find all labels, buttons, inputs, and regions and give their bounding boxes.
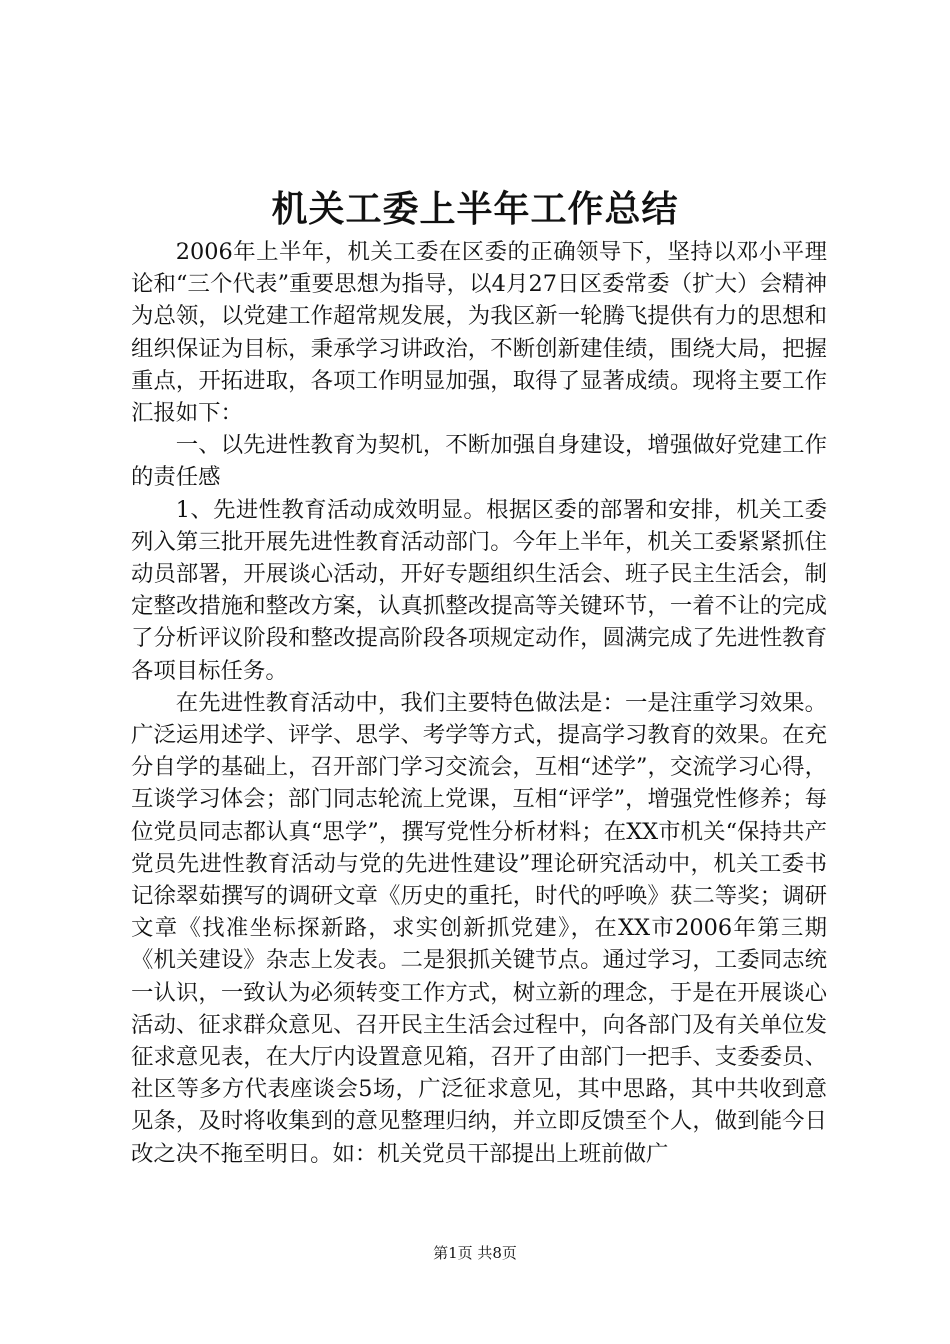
paragraph-practices: 在先进性教育活动中，我们主要特色做法是：一是注重学习效果。广泛运用述学、评学、思学、考学等方式，提高学习教育的效果。在充分自学的基础上，召开部门学习交流会，互相“述学”，交流学习心得，互谈学习体会；部门同志轮流上党课，互相“评学”，增强党性修养；每位党员同志都认真“思学”，撰写党性分析材料；在XX市机关“保持共产党员先进性教育活动与党的先进性建设”理论研究活动中，机关工委书记徐翠茹撰写的调研文章《历史的重托，时代的呼唤》获二等奖；调研文章《找准坐标探新路，求实创新抓党建》，在XX市2006年第三期《机关建设》杂志上发表。二是狠抓关键节点。通过学习，工委同志统一认识，一致认为必须转变工作方式，树立新的理念，于是在开展谈心活动、征求群众意见、召开民主生活会过程中，向各部门及有关单位发征求意见表，在大厅内设置意见箱，召开了由部门一把手、支委委员、社区等多方代表座谈会5场，广泛征求意见，其中思路，其中共收到意见条，及时将收集到的意见整理归纳，并立即反馈至个人，做到能今日改之决不拖至明日。如：机关党员干部提出上班前做广 xyxy=(131,689,827,1167)
paragraph-item-1: 1、先进性教育活动成效明显。根据区委的部署和安排，机关工委列入第三批开展先进性教育活动部门。今年上半年，机关工委紧紧抓住动员部署，开展谈心活动，开好专题组织生活会、班子民主生活会，制定整改措施和整改方案，认真抓整改提高等关键环节，一着不让的完成了分析评议阶段和整改提高阶段各项规定动作，圆满完成了先进性教育各项目标任务。 xyxy=(131,496,827,684)
section-heading-1: 一、以先进性教育为契机，不断加强自身建设，增强做好党建工作的责任感 xyxy=(131,432,827,491)
paragraph-intro: 2006年上半年，机关工委在区委的正确领导下，坚持以邓小平理论和“三个代表”重要思想为指导，以4月27日区委常委（扩大）会精神为总领，以党建工作超常规发展，为我区新一轮腾飞提供有力的思想和组织保证为目标，秉承学习讲政治，不断创新建佳绩，围绕大局，把握重点，开拓进取，各项工作明显加强，取得了显著成绩。现将主要工作汇报如下： xyxy=(131,239,827,427)
document-title: 机关工委上半年工作总结 xyxy=(271,188,679,230)
document-body xyxy=(131,236,827,1170)
page-footer: 第1页 共8页 xyxy=(433,1244,517,1262)
